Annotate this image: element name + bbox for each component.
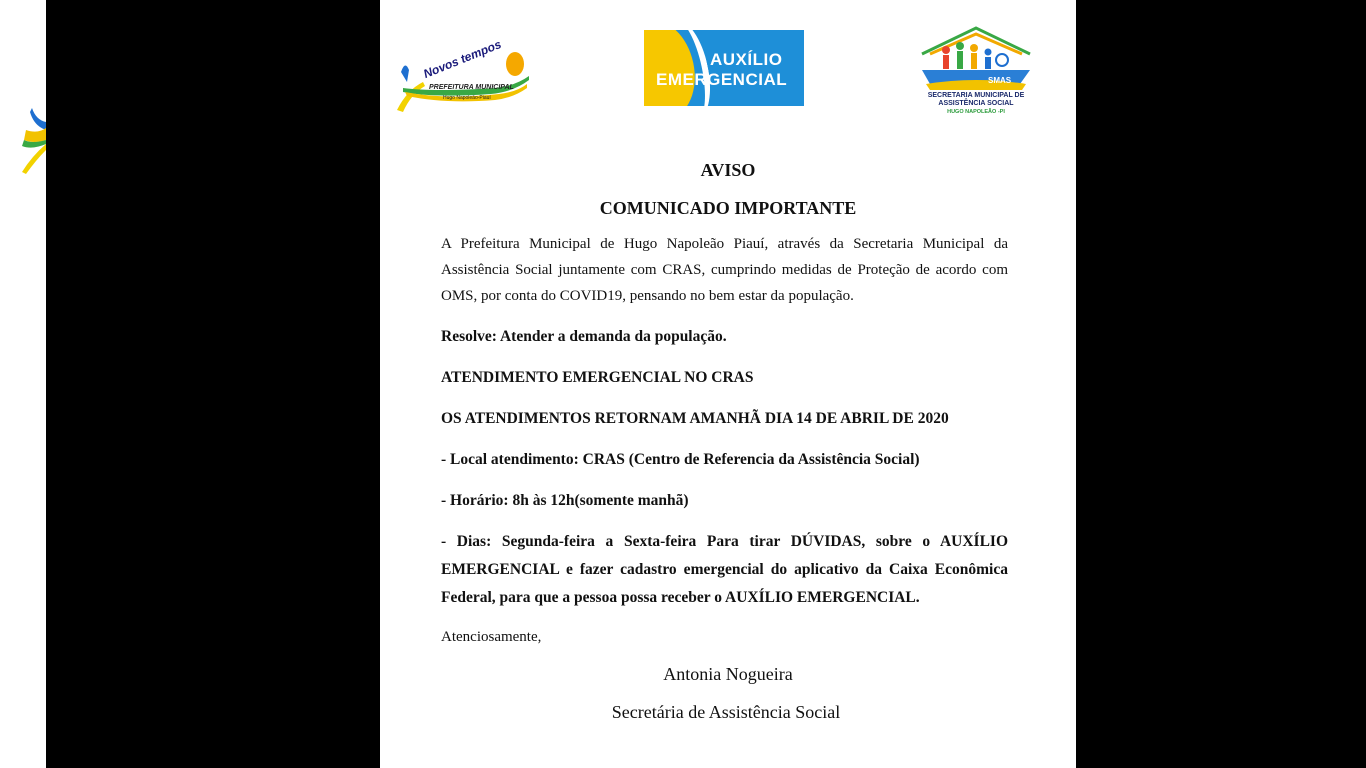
notice-title: AVISO	[700, 160, 756, 180]
prefeitura-label: PREFEITURA MUNICIPAL	[429, 84, 514, 91]
smas-badge: SMAS	[988, 76, 1012, 85]
closing-line: Atenciosamente,	[441, 629, 542, 645]
auxilio-emergencial-logo	[644, 30, 804, 106]
left-black-bar	[46, 0, 380, 768]
right-black-bar	[1076, 0, 1366, 768]
atendimento-line: ATENDIMENTO EMERGENCIAL NO CRAS	[441, 369, 754, 386]
notice-document	[380, 0, 1076, 768]
retorno-line: OS ATENDIMENTOS RETORNAM AMANHÃ DIA 14 DE ABRIL DE 2020	[441, 410, 949, 427]
intro-paragraph: A Prefeitura Municipal de Hugo Napoleão Piauí, através da Secretaria Municipal da Assistência Social juntamente com CRAS, cumprindo medidas de Proteção de acordo com OMS, por conta do COVID19, pensando no bem estar da população.	[441, 236, 1008, 304]
horario-line: - Horário: 8h às 12h(somente manhã)	[441, 492, 689, 509]
resolve-line: Resolve: Atender a demanda da população.	[441, 328, 727, 345]
dias-paragraph: - Dias: Segunda-feira a Sexta-feira Para tirar DÚVIDAS, sobre o AUXÍLIO EMERGENCIAL e fazer cadastro emergencial do aplicativo da Caixa Econômica Federal, para que a pessoa possa receber o AUXÍLIO EMERGENCIAL.	[441, 533, 1008, 606]
signer-role: Secretária de Assistência Social	[611, 702, 841, 722]
smas-org-line-3: HUGO NAPOLEÃO -PI	[947, 109, 1005, 115]
local-line: - Local atendimento: CRAS (Centro de Referencia da Assistência Social)	[441, 451, 920, 468]
smas-org-line-2: ASSISTÊNCIA SOCIAL	[938, 100, 1014, 107]
logo-line-2: EMERGENCIAL	[656, 70, 788, 89]
prefeitura-logo	[395, 30, 533, 115]
prefeitura-brand: Novos tempos	[421, 37, 504, 81]
prefeitura-logo-icon	[395, 30, 533, 115]
smas-house-icon	[916, 26, 1036, 92]
notice-subtitle: COMUNICADO IMPORTANTE	[599, 198, 857, 218]
logo-line-1: AUXÍLIO	[710, 50, 783, 69]
signer-name: Antonia Nogueira	[663, 664, 793, 684]
prefeitura-city: Hugo Napoleão-Piauí	[443, 95, 491, 101]
partial-logo-left-edge	[22, 100, 48, 175]
smas-org-line-1: SECRETARIA MUNICIPAL DE	[927, 92, 1025, 99]
smas-logo	[916, 26, 1036, 118]
